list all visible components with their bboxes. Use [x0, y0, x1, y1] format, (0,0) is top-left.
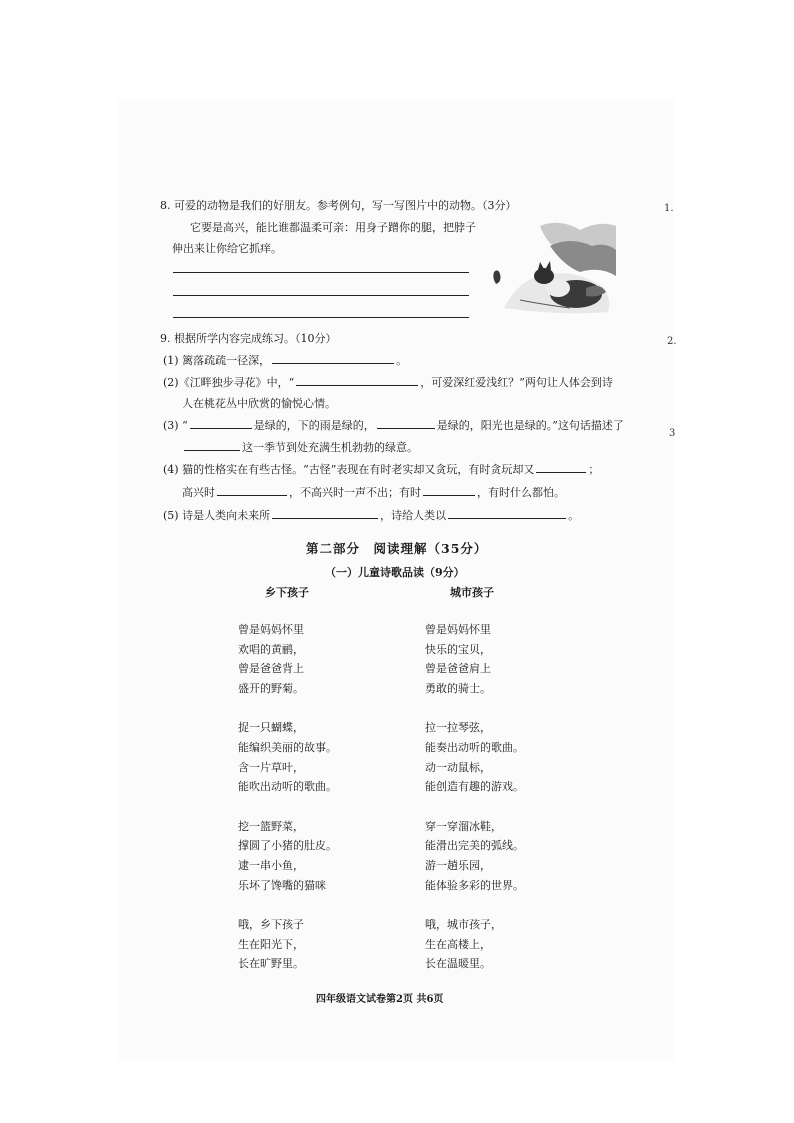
- q9-item-5-text-c: 。: [568, 509, 580, 522]
- poem-line: 游一趟乐园，: [425, 858, 491, 872]
- poem-line: 生在高楼上，: [425, 937, 491, 951]
- q9-item-5: [163, 507, 579, 523]
- poem-line: 快乐的宝贝，: [425, 642, 491, 656]
- q9-item-4-blank-1[interactable]: [536, 461, 586, 473]
- q9-prompt: 9. 根据所学内容完成练习。（10分）: [160, 332, 337, 345]
- poem-line: 能吹出动听的歌曲。: [238, 780, 337, 794]
- poem-right-stanza-1: [425, 620, 524, 698]
- q9-item-5-blank-1[interactable]: [272, 507, 378, 519]
- poem-line: 穿一穿溜冰鞋，: [425, 819, 502, 833]
- poem-line: 曾是爸爸背上: [238, 662, 304, 676]
- q9-item-2-text-b: ，可爱深红爱浅红？”两句让人体会到诗: [420, 376, 613, 389]
- q9-item-3-text-d: 这一季节到处充满生机勃勃的绿意。: [242, 441, 418, 454]
- poem-line: 曾是爸爸肩上: [425, 662, 491, 676]
- cat-illustration: [480, 216, 616, 320]
- q9-item-3-blank-2[interactable]: [377, 417, 435, 429]
- q9-item-5-text-a: (5) 诗是人类向未来所: [163, 509, 271, 522]
- q8-prompt: 8. 可爱的动物是我们的好朋友。参考例句，写一写图片中的动物。（3分）: [160, 199, 517, 212]
- poem-left-stanza-2: [238, 718, 337, 796]
- poem-line: 曾是妈妈怀里: [238, 623, 304, 636]
- q9-item-5-text-b: ，诗给人类以: [380, 509, 447, 522]
- poem-left-title: 乡下孩子: [265, 586, 309, 599]
- poem-line: 欢唱的黄鹂，: [238, 642, 304, 656]
- poem-line: 哦，城市孩子，: [425, 918, 502, 932]
- poem-line: 能滑出完美的弧线。: [425, 839, 524, 853]
- q9-item-4-text-b: ；: [588, 463, 600, 476]
- q9-item-1-text: (1) 篱落疏疏一径深，: [163, 354, 271, 367]
- poem-line: 挖一篮野菜，: [238, 819, 304, 833]
- q9-item-5-blank-2[interactable]: [448, 507, 566, 519]
- poem-line: 盛开的野菊。: [238, 681, 304, 695]
- q9-item-4-text-e: ，有时什么都怕。: [477, 486, 565, 499]
- poem-left-stanza-4: [238, 915, 337, 974]
- poem-line: 拉一拉琴弦，: [425, 721, 491, 735]
- poem-left-stanza-1: [238, 620, 337, 698]
- q9-item-2-text-a: (2)《江畔独步寻花》中，“: [163, 376, 295, 389]
- q9-item-3-text-b: 是绿的，下的雨是绿的，: [253, 419, 375, 432]
- part-2-title: 第二部分 阅读理解（35分）: [306, 541, 488, 556]
- q8-answer-line-3[interactable]: [173, 317, 469, 318]
- poem-line: 逮一串小鱼，: [238, 858, 304, 872]
- q9-item-3-text-a: (3) “: [163, 419, 188, 432]
- margin-mark-2: 2.: [667, 336, 677, 347]
- poem-line: 含一片草叶，: [238, 760, 304, 774]
- poem-line: 长在旷野里。: [238, 957, 304, 971]
- q8-example-line-2: 伸出来让你给它抓痒。: [172, 242, 282, 255]
- q9-item-3-line-2: [182, 439, 418, 455]
- q9-item-1-end: 。: [396, 354, 408, 367]
- q9-item-4-text-c: 高兴时: [182, 486, 215, 499]
- poem-right-stanza-2: [425, 718, 524, 796]
- poem-line: 乐坏了馋嘴的猫咪: [238, 878, 326, 892]
- poem-right-stanza-3: [425, 817, 524, 895]
- q9-item-1: [163, 352, 407, 368]
- q8-example-line-1: 它要是高兴，能比谁都温柔可亲：用身子蹭你的腿，把脖子: [190, 221, 476, 234]
- poem-line: 能奏出动听的歌曲。: [425, 740, 524, 754]
- poem-left-stanza-3: [238, 817, 337, 895]
- poem-line: 哦，乡下孩子: [238, 918, 304, 932]
- poem-line: 能体验多彩的世界。: [425, 878, 524, 892]
- q9-item-4-line-2: [182, 484, 565, 500]
- margin-mark-1: 1.: [664, 203, 674, 214]
- q9-item-4-blank-3[interactable]: [423, 484, 475, 496]
- poem-line: 撑圆了小猪的肚皮。: [238, 839, 337, 853]
- q8-answer-line-1[interactable]: [173, 272, 469, 273]
- poem-line: 能创造有趣的游戏。: [425, 780, 524, 794]
- poem-right-stanza-4: [425, 915, 524, 974]
- q9-item-2-line-2: 人在桃花丛中欣赏的愉悦心情。: [182, 397, 336, 410]
- q9-item-2-blank[interactable]: [296, 374, 418, 386]
- q9-item-2: [163, 374, 613, 390]
- q9-item-3-text-c: 是绿的，阳光也是绿的。”这句话描述了: [436, 419, 624, 432]
- q9-item-1-blank[interactable]: [272, 352, 394, 364]
- poem-line: 捉一只蝴蝶，: [238, 721, 304, 735]
- q9-item-3-blank-1[interactable]: [190, 417, 252, 429]
- q9-item-4-text-a: (4) 猫的性格实在有些古怪。“古怪”表现在有时老实却又贪玩，有时贪玩却又: [163, 463, 535, 476]
- poem-line: 长在温暖里。: [425, 957, 491, 971]
- poem-line: 生在阳光下，: [238, 937, 304, 951]
- q9-item-3: [163, 417, 624, 433]
- poem-right: [425, 620, 524, 994]
- q9-item-4: [163, 461, 599, 477]
- poem-right-title: 城市孩子: [450, 586, 494, 599]
- q9-item-4-text-d: ，不高兴时一声不出；有时: [289, 486, 421, 499]
- margin-mark-3: 3: [669, 428, 676, 439]
- q9-item-4-blank-2[interactable]: [217, 484, 287, 496]
- part-2-subsection-title: （一）儿童诗歌品读（9分）: [325, 566, 465, 579]
- page-footer: 四年级语文试卷第2页 共6页: [316, 994, 444, 1005]
- q9-item-3-blank-3[interactable]: [184, 439, 240, 451]
- q8-answer-line-2[interactable]: [173, 295, 469, 296]
- poem-left: [238, 620, 337, 994]
- poem-line: 曾是妈妈怀里: [425, 623, 491, 636]
- poem-line: 动一动鼠标，: [425, 760, 491, 774]
- poem-line: 勇敢的骑士。: [425, 681, 491, 695]
- poem-line: 能编织美丽的故事。: [238, 740, 337, 754]
